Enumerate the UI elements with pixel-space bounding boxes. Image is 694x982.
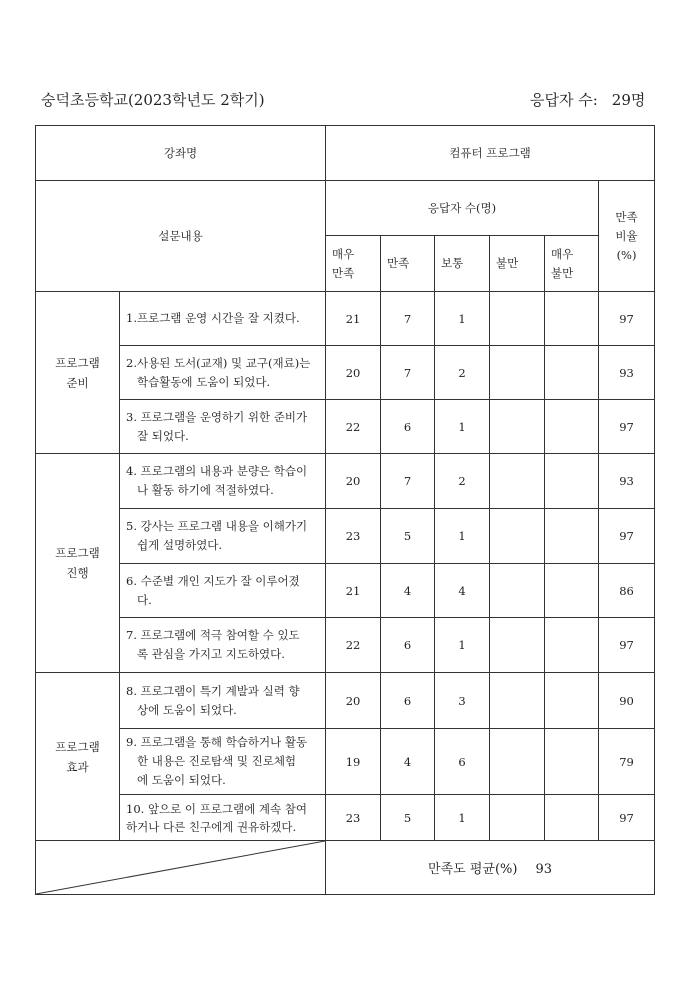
very-dissatisfied-count: [545, 509, 599, 564]
very-satisfied-count: 23: [326, 509, 381, 564]
neutral-count: 1: [435, 795, 490, 841]
question-line: 상에 도움이 되었다.: [137, 702, 237, 717]
question-line: 다.: [137, 592, 152, 607]
group-label-line: 프로그램: [55, 355, 100, 370]
very-satisfied-count: 23: [326, 795, 381, 841]
col-label-line: 매우: [332, 246, 355, 261]
question-text: [120, 346, 326, 400]
satisfied-count: 6: [381, 618, 435, 673]
satisfied-count: 7: [381, 346, 435, 400]
col-label-line: 만족: [332, 265, 355, 280]
col-label-line: 매우: [551, 246, 574, 261]
satisfaction-rate-header-line: (%): [616, 247, 637, 262]
very-satisfied-count: 20: [326, 454, 381, 509]
dissatisfied-count: [490, 346, 545, 400]
satisfaction-rate: 93: [599, 454, 655, 509]
very-dissatisfied-count: [545, 729, 599, 795]
satisfied-count: 7: [381, 454, 435, 509]
satisfaction-average: [326, 841, 655, 895]
table-row: [36, 564, 655, 618]
diagonal-empty-cell: [36, 841, 326, 895]
dissatisfied-count: [490, 454, 545, 509]
very-dissatisfied-count: [545, 454, 599, 509]
very-satisfied-count: 20: [326, 346, 381, 400]
course-header: 강좌명: [36, 126, 326, 181]
neutral-count: 1: [435, 618, 490, 673]
question-text: [120, 454, 326, 509]
satisfaction-rate-header: [599, 181, 655, 292]
question-line: 한 내용은 진로탐색 및 진로체험: [137, 754, 297, 768]
table-row: [36, 400, 655, 454]
neutral-count: 3: [435, 673, 490, 729]
course-name: 컴퓨터 프로그램: [326, 126, 655, 181]
group-label-preparation: [36, 292, 120, 454]
dissatisfied-count: [490, 509, 545, 564]
table-row: [36, 795, 655, 841]
question-line: 8. 프로그램이 특기 계발과 실력 향: [126, 683, 300, 698]
dissatisfied-count: [490, 400, 545, 454]
group-label-line: 프로그램: [55, 739, 100, 754]
satisfied-count: 6: [381, 400, 435, 454]
table-row: [36, 729, 655, 795]
question-line: 9. 프로그램을 통해 학습하거나 활동: [126, 735, 308, 749]
satisfied-count: 4: [381, 729, 435, 795]
group-label-line: 프로그램: [55, 546, 100, 560]
school-term-title: 숭덕초등학교(2023학년도 2학기): [41, 91, 265, 109]
satisfaction-rate: 97: [599, 795, 655, 841]
satisfied-count: 5: [381, 509, 435, 564]
satisfied-count: 6: [381, 673, 435, 729]
very-satisfied-count: 19: [326, 729, 381, 795]
very-dissatisfied-count: [545, 400, 599, 454]
very-dissatisfied-count: [545, 564, 599, 618]
question-text: [120, 400, 326, 454]
col-very-satisfied: [326, 236, 381, 292]
question-text: [120, 292, 326, 346]
neutral-count: 6: [435, 729, 490, 795]
dissatisfied-count: [490, 292, 545, 346]
satisfaction-rate-header-line: 비율: [615, 228, 638, 243]
satisfied-count: 5: [381, 795, 435, 841]
col-very-dissatisfied: [545, 236, 599, 292]
dissatisfied-count: [490, 673, 545, 729]
question-text: [120, 564, 326, 618]
dissatisfied-count: [490, 729, 545, 795]
very-satisfied-count: 22: [326, 400, 381, 454]
satisfaction-rate: 90: [599, 673, 655, 729]
satisfaction-rate: 97: [599, 400, 655, 454]
very-dissatisfied-count: [545, 673, 599, 729]
satisfaction-rate: 79: [599, 729, 655, 795]
table-row: [36, 292, 655, 346]
respondent-count-value: 29명: [611, 91, 646, 109]
question-text: [120, 673, 326, 729]
neutral-count: 1: [435, 400, 490, 454]
satisfaction-rate: 97: [599, 618, 655, 673]
table-row: [36, 346, 655, 400]
dissatisfied-count: [490, 795, 545, 841]
question-line: 4. 프로그램의 내용과 분량은 학습이: [126, 464, 308, 478]
respondents-header: 응답자 수(명): [326, 181, 599, 236]
col-neutral: 보통: [435, 236, 490, 292]
satisfaction-rate: 86: [599, 564, 655, 618]
satisfaction-rate: 93: [599, 346, 655, 400]
group-label-line: 진행: [66, 566, 89, 580]
neutral-count: 1: [435, 509, 490, 564]
question-line: 2.사용된 도서(교재) 및 교구(재료)는: [126, 355, 311, 370]
satisfaction-rate-header-line: 만족: [615, 209, 638, 224]
question-line: 에 도움이 되었다.: [137, 773, 226, 787]
satisfaction-average-label: 만족도 평균(%): [428, 862, 518, 877]
table-row: [36, 673, 655, 729]
very-dissatisfied-count: [545, 346, 599, 400]
survey-content-header: 설문내용: [36, 181, 326, 292]
very-dissatisfied-count: [545, 618, 599, 673]
col-label-line: 불만: [551, 265, 574, 280]
question-line: 3. 프로그램을 운영하기 위한 준비가: [126, 409, 308, 424]
neutral-count: 2: [435, 346, 490, 400]
respondent-count: [530, 89, 645, 110]
question-line: 학습활동에 도움이 되었다.: [137, 374, 271, 389]
very-dissatisfied-count: [545, 292, 599, 346]
neutral-count: 4: [435, 564, 490, 618]
question-line: 나 활동 하기에 적절하였다.: [137, 483, 274, 497]
group-label-line: 준비: [66, 375, 89, 390]
dissatisfied-count: [490, 618, 545, 673]
respondent-count-label: 응답자 수:: [530, 91, 598, 109]
question-line: 7. 프로그램에 적극 참여할 수 있도: [126, 628, 300, 642]
neutral-count: 1: [435, 292, 490, 346]
col-dissatisfied: 불만: [490, 236, 545, 292]
col-satisfied: 만족: [381, 236, 435, 292]
dissatisfied-count: [490, 564, 545, 618]
question-line: 10. 앞으로 이 프로그램에 계속 참여: [126, 801, 307, 816]
question-line: 잘 되었다.: [137, 428, 189, 443]
question-text: [120, 729, 326, 795]
satisfaction-average-value: 93: [535, 862, 552, 877]
group-label-progress: [36, 454, 120, 673]
question-line: 5. 강사는 프로그램 내용을 이해가기: [126, 519, 308, 533]
table-row: [36, 454, 655, 509]
survey-table: [35, 125, 655, 895]
table-row: [36, 618, 655, 673]
very-satisfied-count: 21: [326, 564, 381, 618]
very-dissatisfied-count: [545, 795, 599, 841]
table-row: [36, 509, 655, 564]
very-satisfied-count: 22: [326, 618, 381, 673]
satisfied-count: 4: [381, 564, 435, 618]
question-text: [120, 509, 326, 564]
satisfaction-rate: 97: [599, 509, 655, 564]
question-line: 쉽게 설명하였다.: [137, 538, 223, 552]
very-satisfied-count: 20: [326, 673, 381, 729]
question-text: [120, 795, 326, 841]
question-line: 록 관심을 가지고 지도하였다.: [137, 647, 285, 661]
neutral-count: 2: [435, 454, 490, 509]
satisfied-count: 7: [381, 292, 435, 346]
group-label-effect: [36, 673, 120, 841]
very-satisfied-count: 21: [326, 292, 381, 346]
question-line: 하거나 다른 친구에게 권유하겠다.: [126, 819, 297, 834]
diagonal-line: [36, 841, 325, 894]
question-line: 6. 수준별 개인 지도가 잘 이루어졌: [126, 573, 300, 588]
question-line: 1.프로그램 운영 시간을 잘 지켰다.: [126, 311, 300, 325]
satisfaction-rate: 97: [599, 292, 655, 346]
group-label-line: 효과: [66, 759, 89, 774]
question-text: [120, 618, 326, 673]
